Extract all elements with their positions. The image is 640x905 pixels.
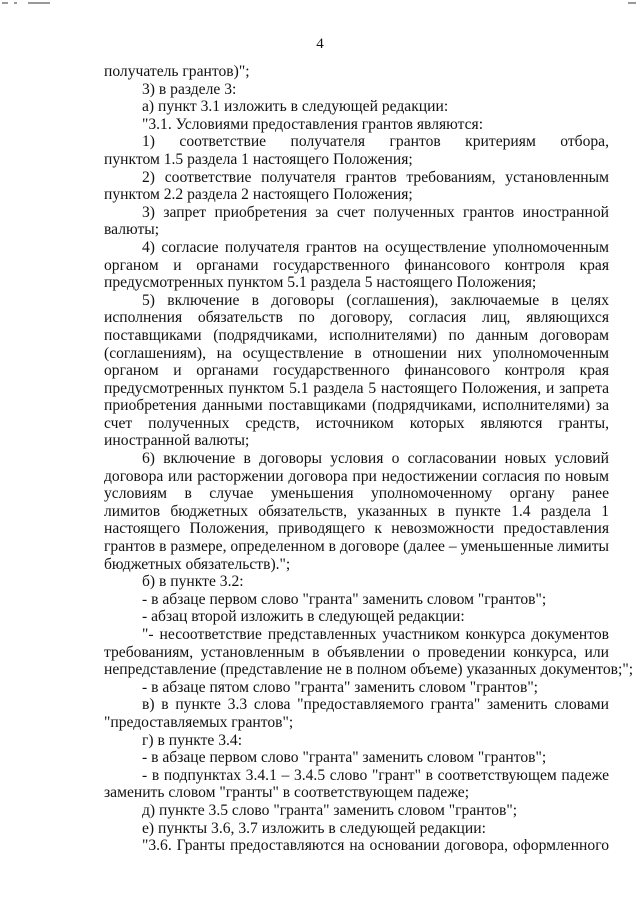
text-line: б) в пункте 3.2:	[142, 573, 244, 591]
text-line: - в абзаце первом слово "гранта" заменить словом "грантов";	[142, 590, 547, 608]
text-line: "3.1. Условиями предоставления грантов являются:	[142, 115, 484, 133]
text-line: 2) соответствие получателя грантов требованиям, установленным	[142, 168, 609, 186]
text-line: а) пункт 3.1 изложить в следующей редакции:	[142, 98, 449, 116]
text-line: 3) запрет приобретения за счет полученных грантов иностранной	[142, 203, 609, 221]
scan-artifact	[28, 2, 50, 4]
text-line: предусмотренных пунктом 5.1 раздела 5 настоящего Положения, и запрета	[104, 379, 609, 397]
text-line: валюты;	[104, 221, 160, 239]
text-line: грантов в размере, определенном в договоре (далее – уменьшенные лимиты	[104, 538, 609, 556]
text-line: поставщиками (подрядчиками, исполнителями) по данным договорам	[104, 326, 609, 344]
text-line: предусмотренных пунктом 5.1 раздела 5 настоящего Положения;	[104, 274, 537, 292]
text-line: договора или расторжении договора при недостижении согласия по новым	[104, 467, 609, 485]
text-line: иностранной валюты;	[104, 432, 250, 450]
scan-artifact	[2, 2, 8, 4]
text-line: приобретения данными поставщиками (подрядчиками, исполнителями) за	[104, 397, 609, 415]
text-line: пунктом 1.5 раздела 1 настоящего Положения;	[104, 150, 413, 168]
text-line: 4) согласие получателя грантов на осуществление уполномоченным	[142, 238, 609, 256]
text-line: в) в пункте 3.3 слова "предоставляемого гранта" заменить словами	[142, 696, 609, 714]
text-line: - в подпунктах 3.4.1 – 3.4.5 слово "грант" в соответствующем падеже	[142, 766, 609, 784]
text-line: исполнения обязательств по договору, согласия лиц, являющихся	[104, 309, 609, 327]
text-line: (соглашениям), на осуществление в отношении них уполномоченным	[104, 344, 609, 362]
text-line: настоящего Положения, приводящего к невозможности предоставления	[104, 520, 609, 538]
text-line: е) пункты 3.6, 3.7 изложить в следующей редакции:	[142, 819, 486, 837]
text-line: 5) включение в договоры (соглашения), заключаемые в целях	[142, 291, 609, 309]
text-line: "3.6. Гранты предоставляются на основании договора, оформленного	[142, 837, 609, 855]
text-line: непредставление (представление не в полном объеме) указанных документов;";	[104, 661, 634, 679]
text-line: - в абзаце пятом слово "гранта" заменить словом "грантов";	[142, 678, 539, 696]
text-line: счет полученных средств, источником которых являются гранты,	[104, 414, 609, 432]
text-line: - абзац второй изложить в следующей редакции:	[142, 608, 465, 626]
page-number: 4	[316, 36, 324, 52]
text-line: получатель грантов)";	[104, 63, 250, 80]
text-line: органом и органами государственного финансового контроля края	[104, 362, 609, 380]
text-line: 1) соответствие получателя грантов критериям отбора,	[142, 133, 609, 151]
text-line: "предоставляемых грантов";	[104, 713, 294, 731]
text-line: органом и органами государственного финансового контроля края	[104, 256, 609, 274]
text-line: "- несоответствие представленных участником конкурса документов	[142, 626, 609, 643]
text-line: лимитов бюджетных обязательств, указанных в пункте 1.4 раздела 1	[104, 502, 609, 520]
document-body	[104, 63, 634, 855]
scan-artifact	[14, 2, 17, 4]
text-line: заменить словом "гранты" в соответствующем падеже;	[104, 784, 470, 802]
text-line: - в абзаце первом слово "гранта" заменить словом "грантов";	[142, 749, 547, 767]
text-line: требованиям, установленным в объявлении о проведении конкурса, или	[104, 643, 609, 661]
text-line: 3) в разделе 3:	[142, 80, 237, 98]
text-line: пунктом 2.2 раздела 2 настоящего Положения;	[104, 186, 413, 204]
text-line: д) пункте 3.5 слово "гранта" заменить словом "грантов";	[142, 801, 518, 819]
text-line: бюджетных обязательств).";	[104, 555, 291, 573]
scan-artifact	[628, 2, 636, 4]
text-line: условиям в случае уменьшения уполномоченному органу ранее	[104, 485, 609, 503]
text-line: г) в пункте 3.4:	[142, 731, 243, 749]
text-line: 6) включение в договоры условия о согласовании новых условий	[142, 450, 609, 468]
